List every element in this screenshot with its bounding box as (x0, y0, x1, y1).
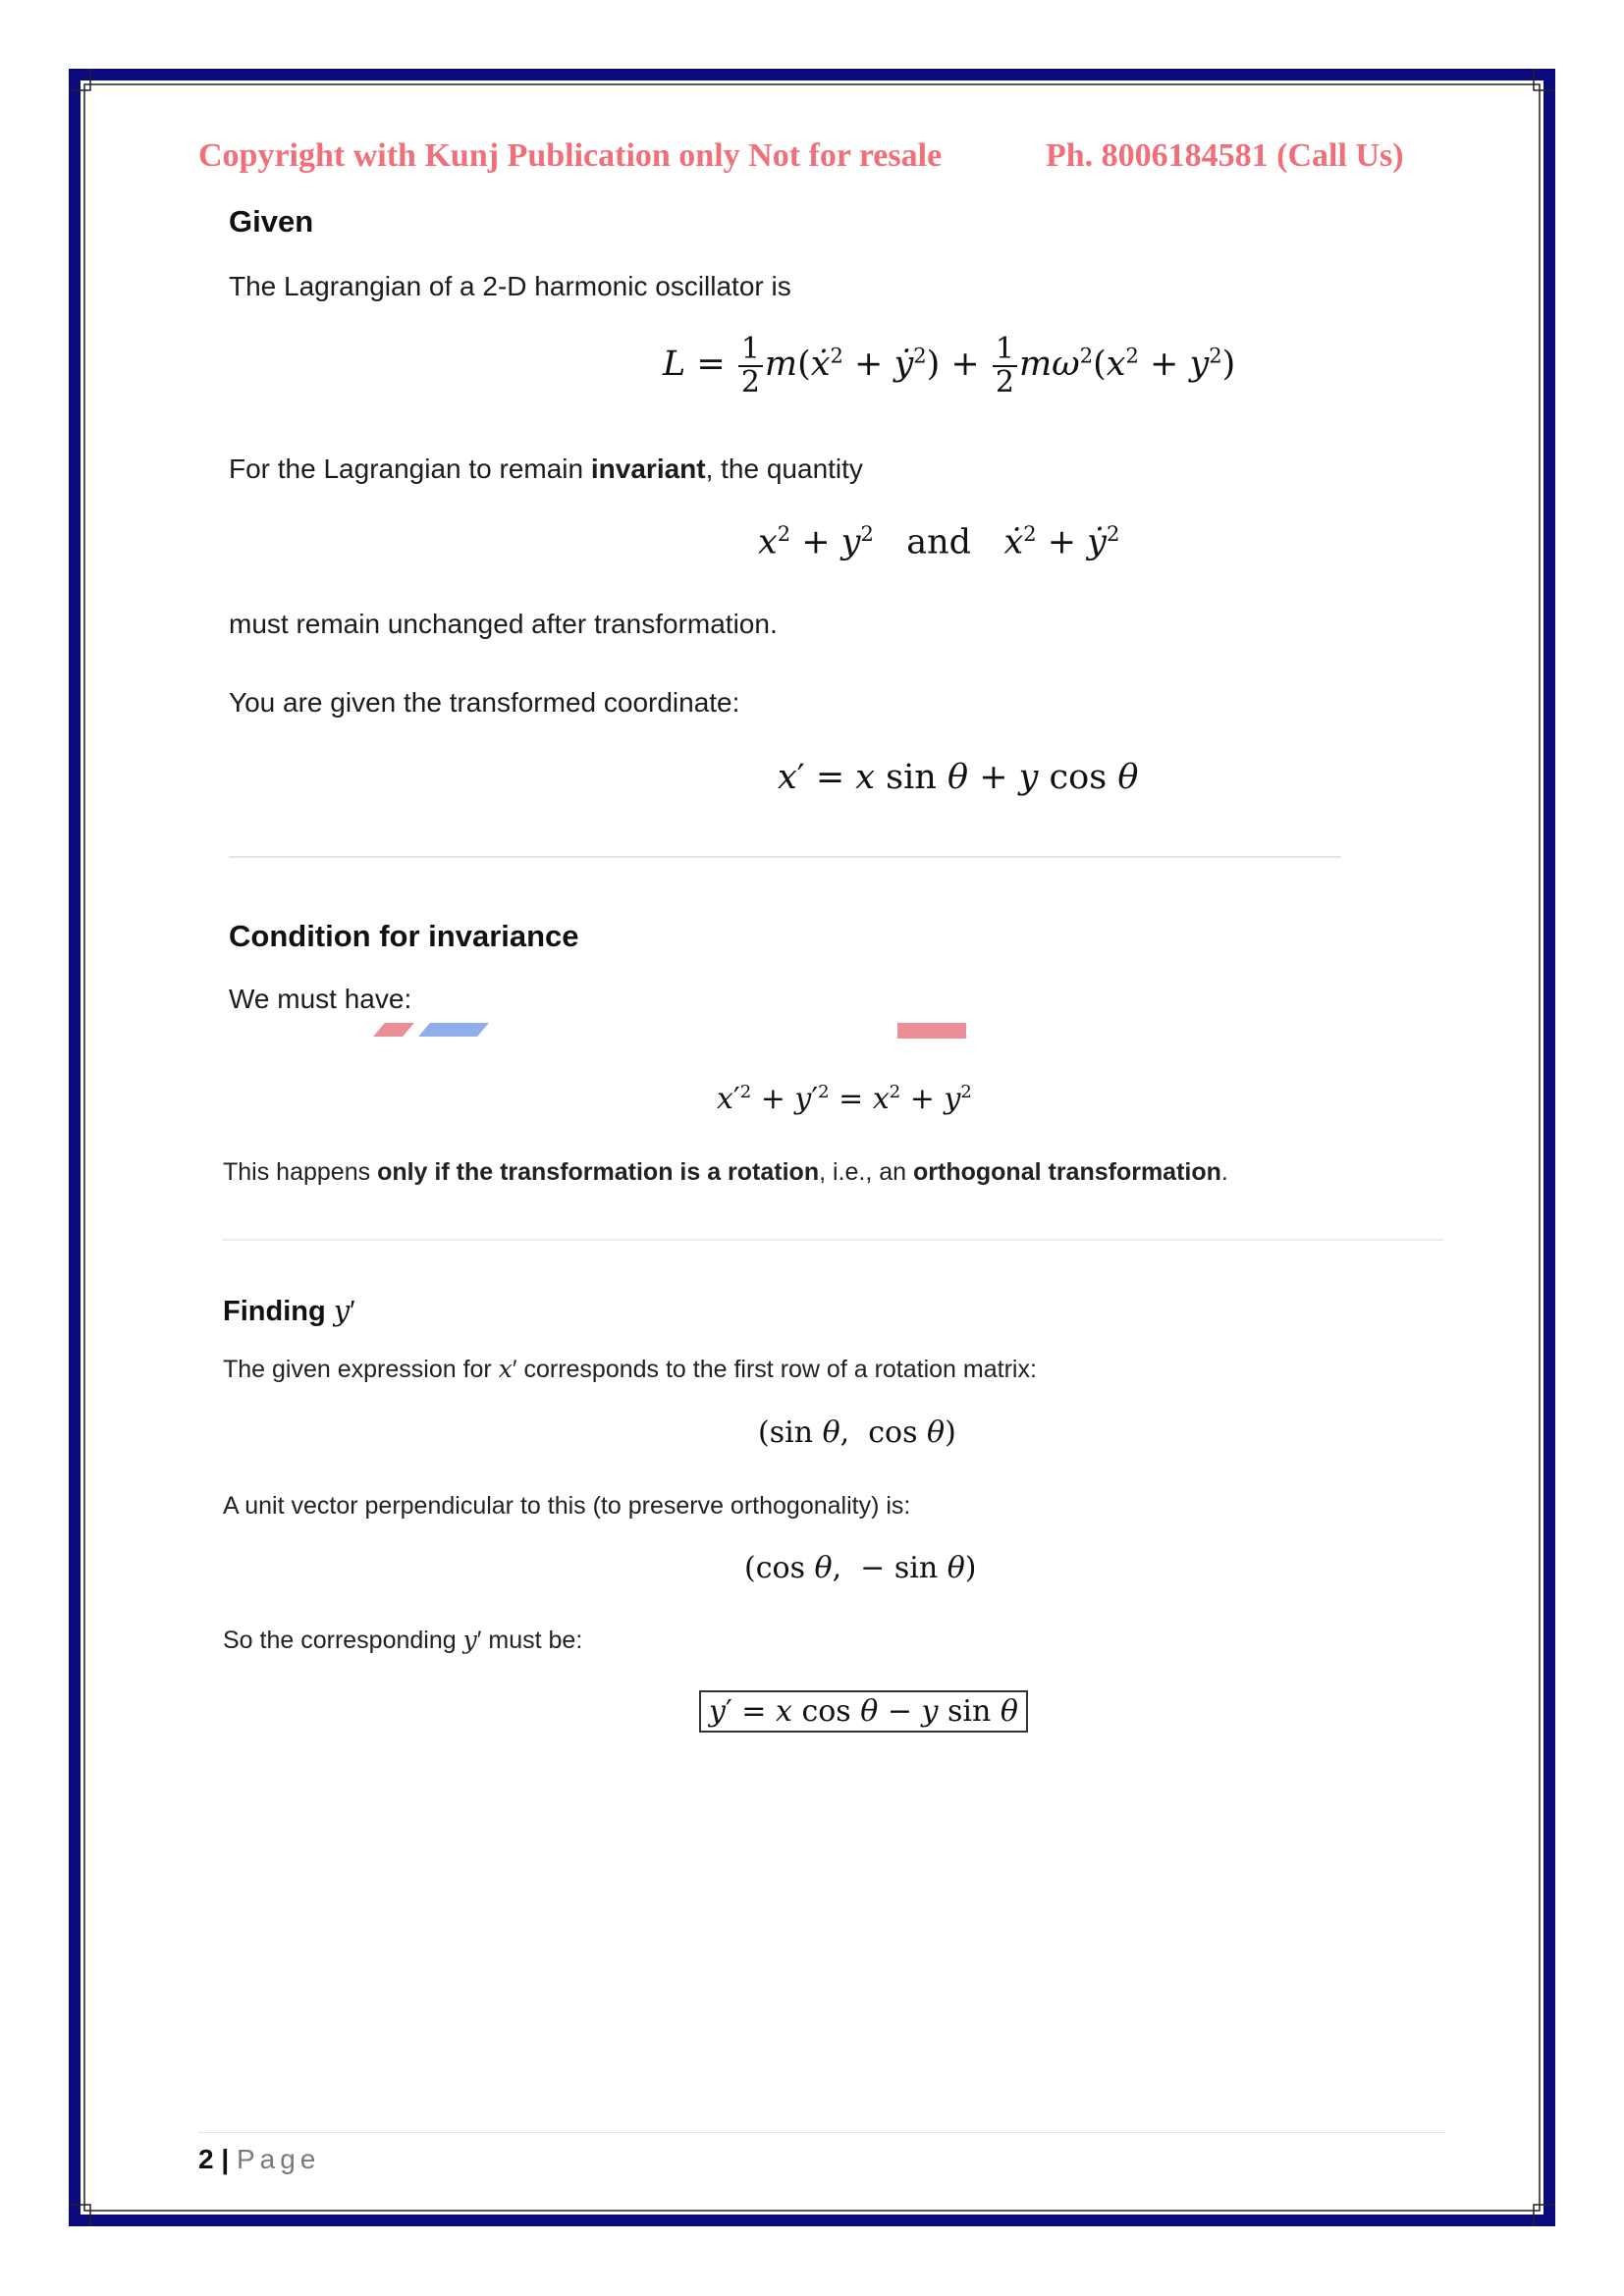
phone-number: Ph. 8006184581 (Call Us) (1046, 137, 1404, 174)
page-footer (198, 2144, 320, 2175)
scan-artifact (418, 1023, 489, 1037)
unchanged-text: must remain unchanged after transformation. (229, 609, 778, 639)
heading-finding: Finding y′ (223, 1294, 355, 1327)
perpendicular-text: A unit vector perpendicular to this (to preserve orthogonality) is: (223, 1492, 911, 1520)
page-number: 2 (198, 2144, 214, 2174)
section-divider (229, 856, 1341, 858)
lagrangian-intro: The Lagrangian of a 2-D harmonic oscillator is (229, 271, 791, 301)
scan-artifact (897, 1023, 966, 1039)
invariance-equation: $x'^2 + y'^2 = x^2 + y^2$ (717, 1082, 972, 1116)
rotation-statement: This happens only if the transformation is a rotation, i.e., an orthogonal transformation. (223, 1158, 1228, 1186)
footer-divider (198, 2132, 1445, 2133)
first-row-vector: (sin θ, cos θ) (758, 1415, 956, 1450)
copyright-text: Copyright with Kunj Publication only Not for resale (198, 137, 943, 174)
page-label: Page (236, 2144, 321, 2174)
transformed-x-equation: x′ = x sin θ + y cos θ (778, 758, 1139, 797)
transformed-intro: You are given the transformed coordinate: (229, 687, 740, 718)
footer-separator: | (221, 2144, 230, 2174)
heading-given: Given (229, 204, 314, 239)
section-divider (223, 1239, 1443, 1241)
lagrangian-equation: L = $\frac{1}{2}$ m(ẋ$^2$ + ẏ$^2$) + $\frac{1}{2}$ $m\omega^2(x^2 + y^2)$ (663, 332, 1236, 400)
scan-artifact (373, 1023, 414, 1037)
invariant-quantities: $x^2 + y^2$ and ẋ$^2$ + ẏ$^2$ (758, 522, 1120, 562)
given-expression-text: The given expression for x′ corresponds to the first row of a rotation matrix: (223, 1355, 1037, 1383)
corresponding-text: So the corresponding y′ must be: (223, 1626, 583, 1654)
boxed-result: y′ = x cos θ − y sin θ (699, 1690, 1028, 1733)
invariant-statement: For the Lagrangian to remain invariant, the quantity (229, 454, 863, 484)
copyright-header (198, 137, 1404, 175)
must-have-text: We must have: (229, 984, 412, 1014)
and-word: and (906, 522, 972, 562)
perpendicular-vector: (cos θ, − sin θ) (744, 1551, 977, 1585)
heading-condition: Condition for invariance (229, 919, 579, 953)
